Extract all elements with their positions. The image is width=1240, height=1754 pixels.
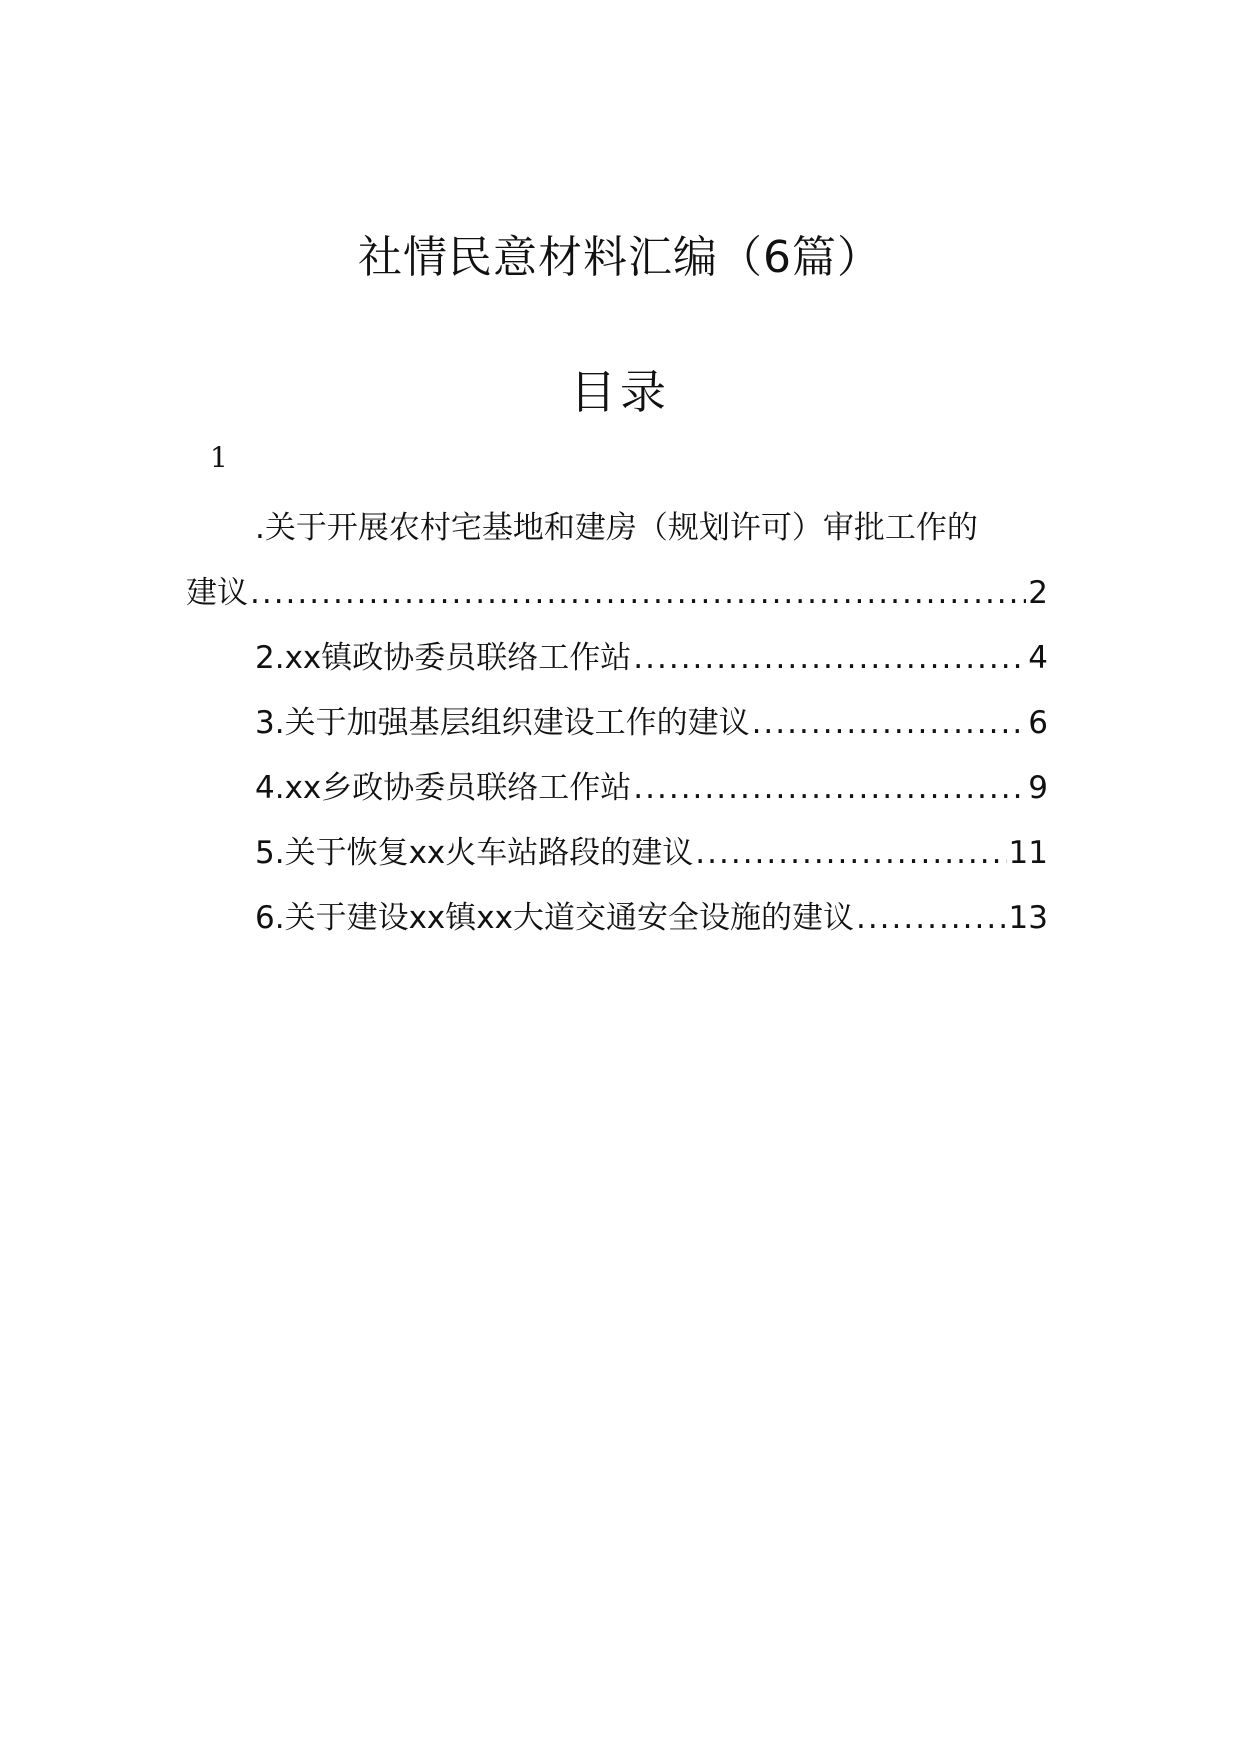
toc-entry-page: 6 — [1028, 705, 1048, 741]
document-title: 社情民意材料汇编（6篇） — [358, 232, 882, 283]
dot-leader — [633, 756, 1026, 821]
toc-entry-page: 9 — [1028, 770, 1048, 806]
toc-entry-title: 2.xx镇政协委员联络工作站 — [255, 640, 632, 676]
toc-entry-title: 3.关于加强基层组织建设工作的建议 — [255, 705, 750, 741]
toc-entry-title-continued: 建议 — [186, 575, 248, 611]
dot-leader — [752, 691, 1027, 756]
dot-leader — [250, 561, 1026, 626]
toc-entry-5[interactable] — [186, 821, 1048, 886]
dot-leader — [856, 886, 1007, 951]
toc-entry-title: 6.关于建设xx镇xx大道交通安全设施的建议 — [255, 900, 854, 936]
toc-entry-page: 4 — [1028, 640, 1048, 676]
toc-entry-6[interactable] — [186, 886, 1048, 951]
toc-entry-title: 4.xx乡政协委员联络工作站 — [255, 770, 632, 806]
toc-entry-title: 5.关于恢复xx火车站路段的建议 — [255, 835, 694, 871]
toc-entry-page: 2 — [1028, 575, 1048, 611]
dot-leader — [695, 821, 1006, 886]
toc-entry-title: .关于开展农村宅基地和建房（规划许可）审批工作的 — [255, 510, 978, 546]
toc-entry-2[interactable] — [186, 626, 1048, 691]
toc-entry-page: 11 — [1008, 835, 1048, 871]
toc-entry-1[interactable] — [186, 496, 1048, 626]
table-of-contents — [186, 496, 1048, 951]
toc-entry-page: 13 — [1008, 900, 1048, 936]
stray-number: 1 — [210, 441, 228, 474]
toc-entry-3[interactable] — [186, 691, 1048, 756]
toc-heading: 目录 — [570, 365, 670, 419]
dot-leader — [633, 626, 1026, 691]
toc-entry-4[interactable] — [186, 756, 1048, 821]
